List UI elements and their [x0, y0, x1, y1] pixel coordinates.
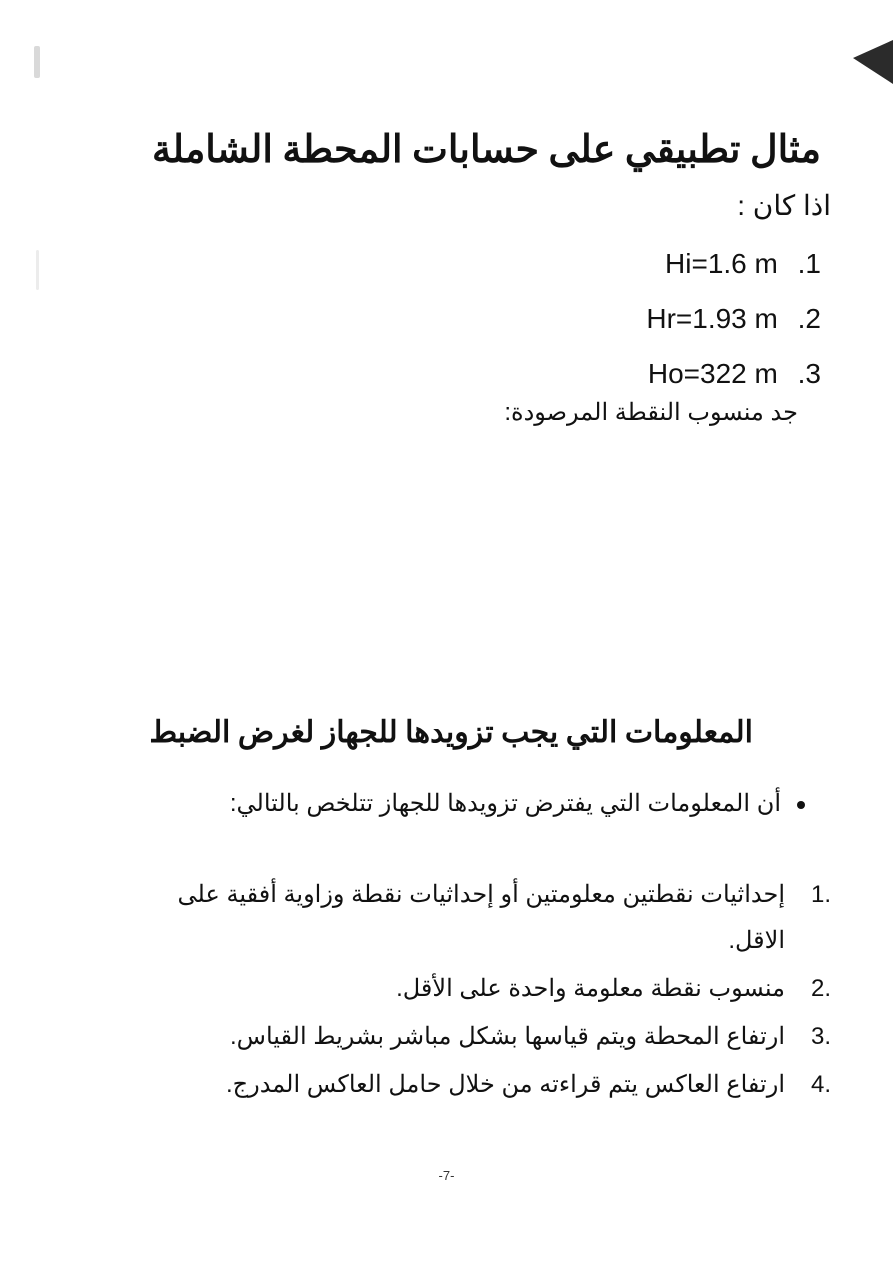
intro-text: اذا كان : — [737, 190, 831, 221]
given-number: .3 — [797, 358, 821, 389]
requirement-text: ارتفاع العاكس يتم قراءته من خلال حامل العاكس المدرج. — [225, 1071, 785, 1098]
bullet-dot-icon — [797, 801, 805, 809]
requirement-item — [151, 1014, 831, 1060]
requirement-number: 3. — [810, 1023, 831, 1050]
given-number: .1 — [797, 248, 821, 279]
bullet-item — [185, 784, 805, 824]
requirement-text: ارتفاع المحطة ويتم قياسها بشكل مباشر بشريط القياس. — [230, 1023, 785, 1050]
section-heading: المعلومات التي يجب تزويدها للجهاز لغرض الضبط — [149, 715, 753, 749]
given-value: Hi=1.6 m — [665, 248, 778, 279]
scan-artifact-left-lower — [36, 250, 39, 290]
given-number: .2 — [797, 303, 821, 334]
requirement-number: 4. — [810, 1071, 831, 1098]
requirement-text: إحداثيات نقطتين معلومتين أو إحداثيات نقطة وزاوية أفقية على الاقل. — [177, 881, 785, 954]
requirement-item — [151, 872, 831, 964]
given-item — [521, 236, 821, 291]
given-value: Hr=1.93 m — [646, 303, 778, 334]
scan-corner-mark — [853, 40, 893, 84]
requirements-list — [151, 872, 831, 1110]
given-item — [521, 291, 821, 346]
requirement-number: 2. — [810, 975, 831, 1002]
page-title: مثال تطبيقي على حسابات المحطة الشاملة — [151, 129, 821, 172]
given-values-list — [521, 236, 821, 401]
given-value: Ho=322 m — [647, 358, 778, 389]
question-text: جد منسوب النقطة المرصودة: — [504, 399, 798, 426]
requirement-text: منسوب نقطة معلومة واحدة على الأقل. — [396, 975, 785, 1002]
requirement-item — [151, 966, 831, 1012]
page-number: -7- — [438, 1168, 455, 1183]
bullet-text: أن المعلومات التي يفترض تزويدها للجهاز تتلخص بالتالي: — [229, 790, 781, 817]
requirement-item — [151, 1062, 831, 1108]
scan-artifact-left — [34, 46, 40, 78]
requirement-number: 1. — [810, 881, 831, 908]
